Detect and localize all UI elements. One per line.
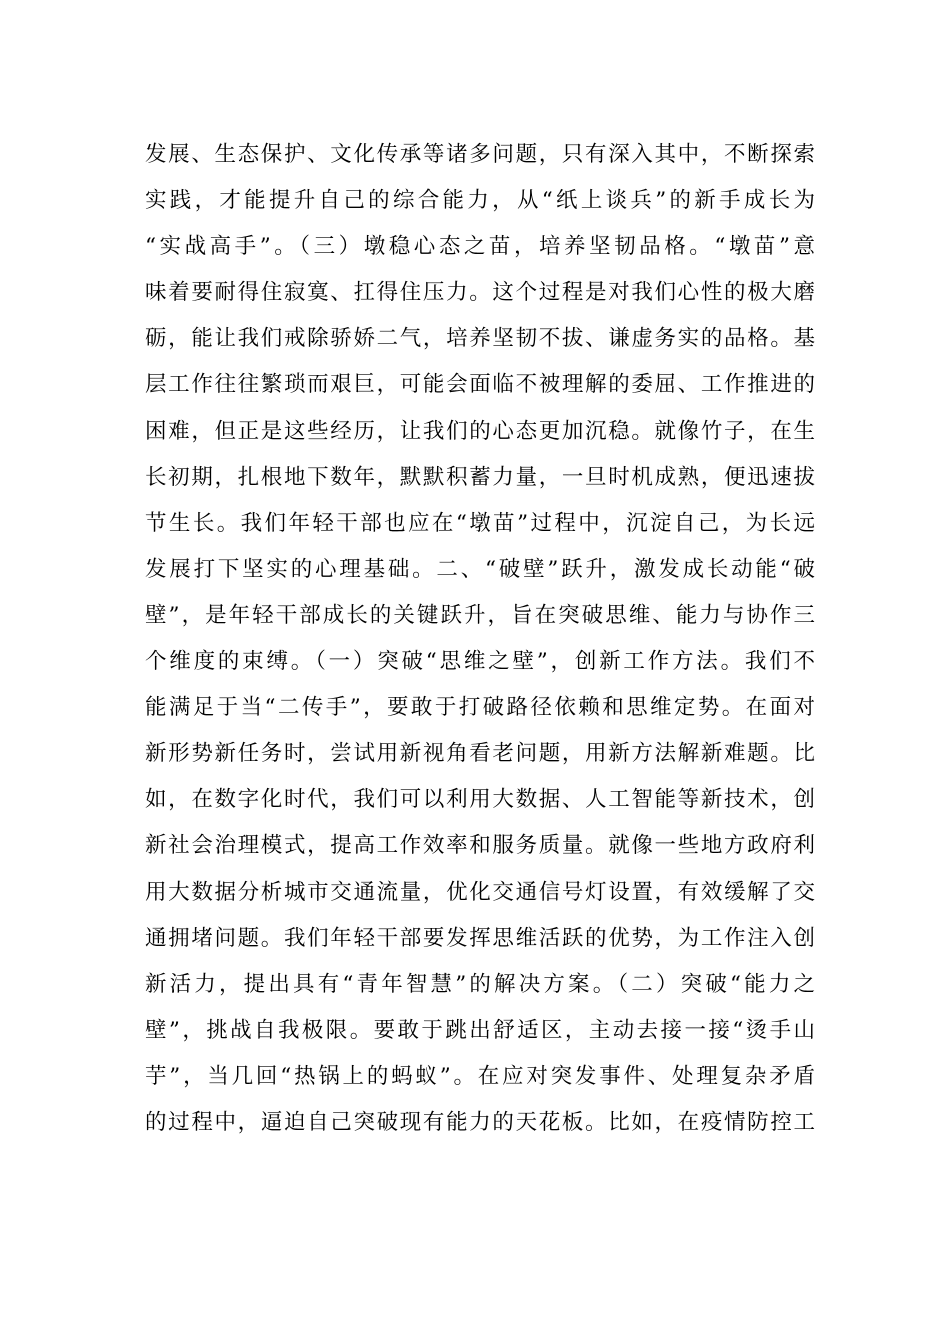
text-line: 实践，才能提升自己的综合能力，从“纸上谈兵”的新手成长为 xyxy=(145,188,815,214)
body-text xyxy=(145,132,815,1146)
text-line: 味着要耐得住寂寞、扛得住压力。这个过程是对我们心性的极大磨 xyxy=(145,280,815,306)
text-line: 层工作往往繁琐而艰巨，可能会面临不被理解的委屈、工作推进的 xyxy=(145,372,815,398)
text-line: 壁”，是年轻干部成长的关键跃升，旨在突破思维、能力与协作三 xyxy=(145,602,815,628)
text-line: 的过程中，逼迫自己突破现有能力的天花板。比如，在疫情防控工 xyxy=(145,1109,815,1135)
text-line: “实战高手”。（三）墩稳心态之苗，培养坚韧品格。“墩苗”意 xyxy=(145,234,815,260)
text-line: 砺，能让我们戒除骄娇二气，培养坚韧不拔、谦虚务实的品格。基 xyxy=(145,326,815,352)
text-line: 新形势新任务时，尝试用新视角看老问题，用新方法解新难题。比 xyxy=(145,741,815,767)
text-line: 壁”，挑战自我极限。要敢于跳出舒适区，主动去接一接“烫手山 xyxy=(145,1017,815,1043)
text-line: 用大数据分析城市交通流量，优化交通信号灯设置，有效缓解了交 xyxy=(145,879,815,905)
text-line: 个维度的束缚。（一）突破“思维之壁”，创新工作方法。我们不 xyxy=(145,649,815,675)
text-line: 发展、生态保护、文化传承等诸多问题，只有深入其中，不断探索 xyxy=(145,142,815,167)
text-line: 能满足于当“二传手”，要敢于打破路径依赖和思维定势。在面对 xyxy=(145,695,815,721)
text-line: 如，在数字化时代，我们可以利用大数据、人工智能等新技术，创 xyxy=(145,787,815,813)
text-line: 新社会治理模式，提高工作效率和服务质量。就像一些地方政府利 xyxy=(145,833,815,859)
text-line: 发展打下坚实的心理基础。二、“破壁”跃升，激发成长动能“破 xyxy=(145,556,815,582)
text-line: 节生长。我们年轻干部也应在“墩苗”过程中，沉淀自己，为长远 xyxy=(145,510,815,536)
text-line: 新活力，提出具有“青年智慧”的解决方案。（二）突破“能力之 xyxy=(145,971,815,997)
text-line: 通拥堵问题。我们年轻干部要发挥思维活跃的优势，为工作注入创 xyxy=(145,925,815,951)
text-line: 困难，但正是这些经历，让我们的心态更加沉稳。就像竹子，在生 xyxy=(145,418,815,444)
text-line: 芋”，当几回“热锅上的蚂蚁”。在应对突发事件、处理复杂矛盾 xyxy=(145,1063,815,1089)
text-line: 长初期，扎根地下数年，默默积蓄力量，一旦时机成熟，便迅速拔 xyxy=(145,464,815,490)
